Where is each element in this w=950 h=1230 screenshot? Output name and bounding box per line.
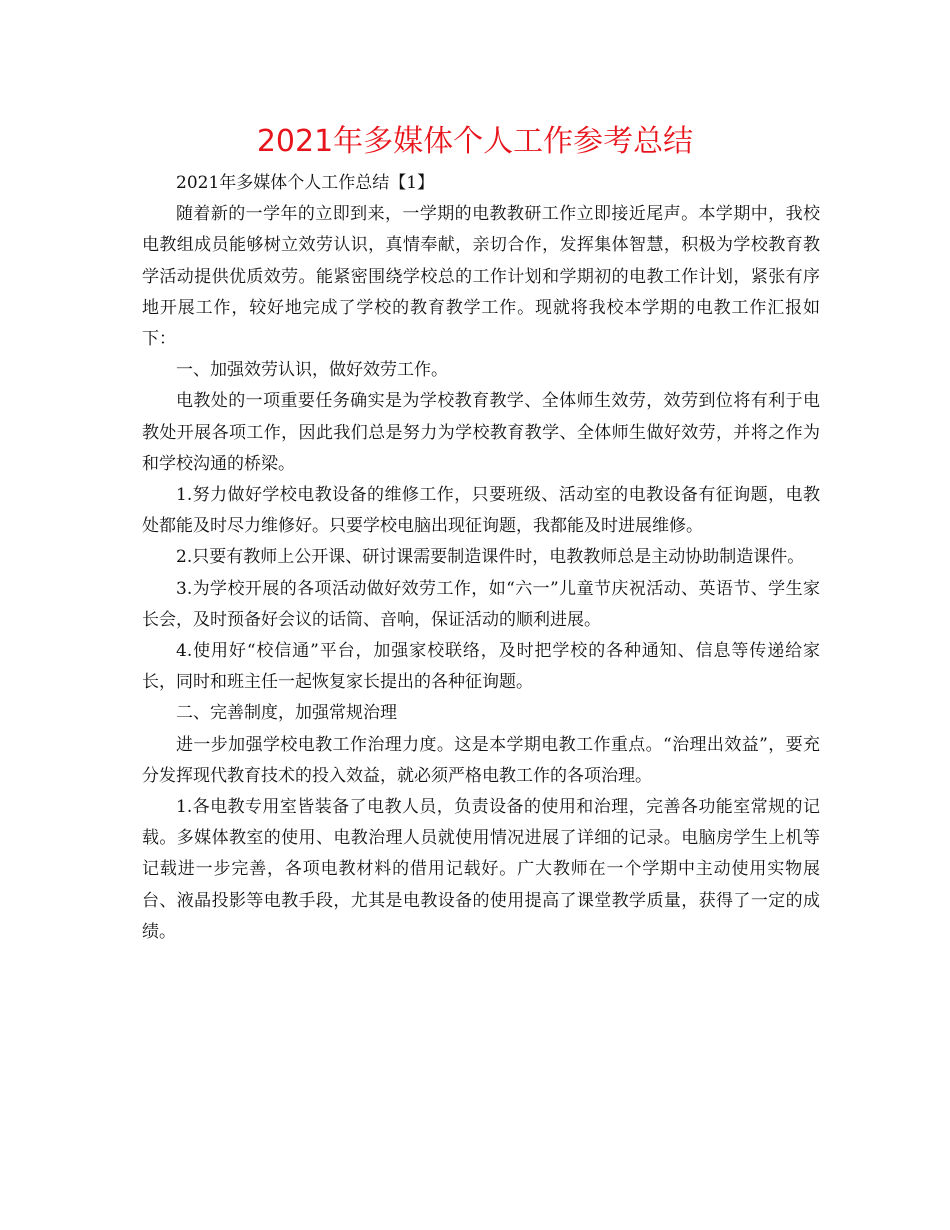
- paragraph: 随着新的一学年的立即到来，一学期的电教教研工作立即接近尾声。本学期中，我校电教组成员能够树立效劳认识，真情奉献，亲切合作，发挥集体智慧，积极为学校教育教学活动提供优质效劳。能紧密围绕学校总的工作计划和学期初的电教工作计划，紧张有序地开展工作，较好地完成了学校的教育教学工作。现就将我校本学期的电教工作汇报如下：: [142, 204, 820, 350]
- list-item: 3.为学校开展的各项活动做好效劳工作，如“六一”儿童节庆祝活动、英语节、学生家长会，及时预备好会议的话筒、音响，保证活动的顺利进展。: [142, 578, 820, 630]
- section-heading: 一、加强效劳认识，做好效劳工作。: [176, 360, 448, 381]
- list-item: 4.使用好“校信通”平台，加强家校联络，及时把学校的各种通知、信息等传递给家长，同时和班主任一起恢复家长提出的各种征询题。: [142, 641, 820, 693]
- section-heading: 二、完善制度，加强常规治理: [176, 703, 397, 724]
- list-item: 1.各电教专用室皆装备了电教人员，负责设备的使用和治理，完善各功能室常规的记载。多媒体教室的使用、电教治理人员就使用情况进展了详细的记录。电脑房学生上机等记载进一步完善，各项电教材料的借用记载好。广大教师在一个学期中主动使用实物展台、液晶投影等电教手段，尤其是电教设备的使用提高了课堂教学质量，获得了一定的成绩。: [142, 797, 820, 942]
- document-title: 2021年多媒体个人工作参考总结: [256, 124, 694, 159]
- list-item: 1.努力做好学校电教设备的维修工作，只要班级、活动室的电教设备有征询题，电教处都能及时尽力维修好。只要学校电脑出现征询题，我都能及时进展维修。: [142, 485, 820, 537]
- list-item: 2.只要有教师上公开课、研讨课需要制造课件时，电教教师总是主动协助制造课件。: [176, 547, 805, 568]
- paragraph: 电教处的一项重要任务确实是为学校教育教学、全体师生效劳，效劳到位将有利于电教处开展各项工作，因此我们总是努力为学校教育教学、全体师生做好效劳，并将之作为和学校沟通的桥梁。: [142, 391, 820, 474]
- document-body: [142, 168, 820, 948]
- paragraph-subtitle: 2021年多媒体个人工作总结【1】: [176, 173, 435, 193]
- paragraph: 进一步加强学校电教工作治理力度。这是本学期电教工作重点。“治理出效益”，要充分发挥现代教育技术的投入效益，就必须严格电教工作的各项治理。: [142, 734, 820, 786]
